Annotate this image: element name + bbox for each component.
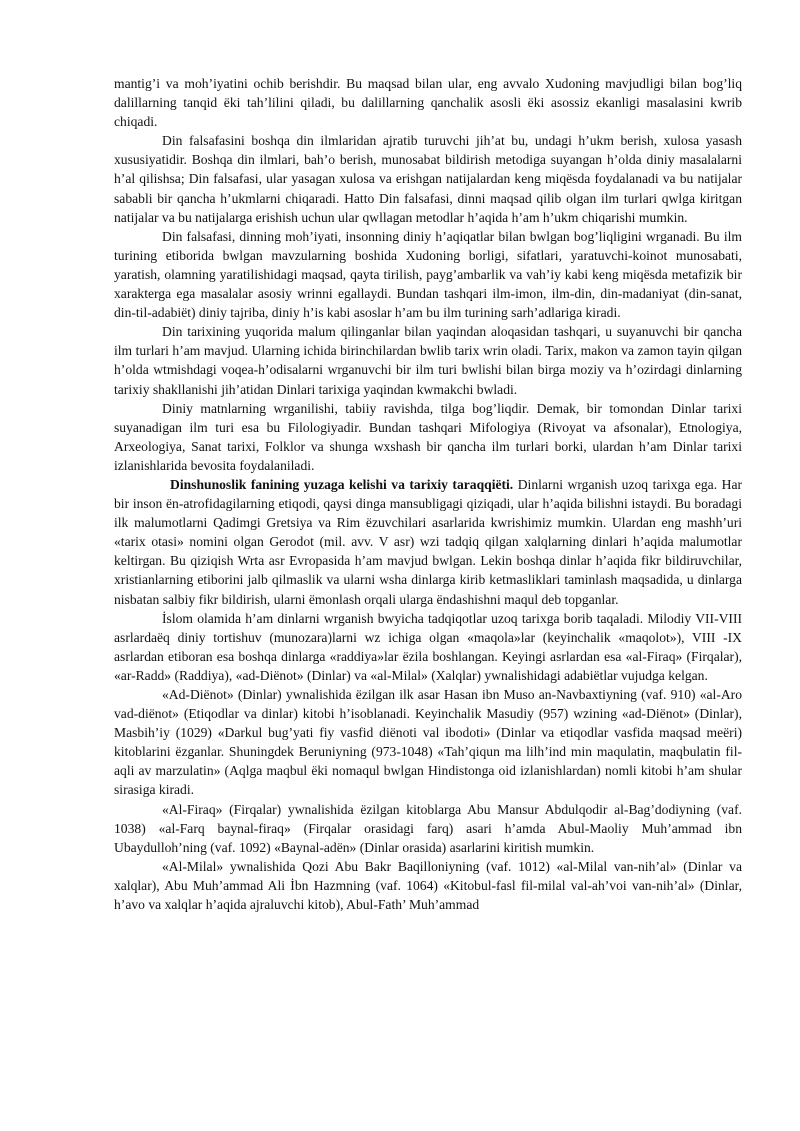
paragraph-10: «Al-Milal» ywnalishida Qozi Abu Bakr Baqilloniyning (vaf. 1012) «al-Milal van-nih’al» (Dinlar va xalqlar), Abu Muh’ammad Ali İbn Hazmning (vaf. 1064) «Kitobul-fasl fil-milal val-ah’voi van-nih’al» (Dinlar, h’avo va xalqlar h’aqida ajraluvchi kitob), Abul-Fath’ Muh’ammad xyxy=(114,858,742,913)
paragraph-2: Din falsafasini boshqa din ilmlaridan ajratib turuvchi jih’at bu, undagi h’ukm berish, xulosa yasash xususiyatidir. Boshqa din ilmlari, bah’o berish, munosabat bildirish metodiga suyangan h’olda diniy masalalarni h’al qilishsa; Din falsafasi, ular yasagan xulosa va erishgan natijalardan keng miqёsda foydalanadi va bu natijalar sababli bir qancha h’ukmlarni chiqaradi. Hatto Din falsafasi, dinni maqsad qilib olgan ilm turlari qwlga kiritgan natijalar va bu natijalarga erishish uchun ular qwllagan metodlar h’aqida h’am h’ukm chiqarishi mumkin. xyxy=(114,133,742,225)
paragraph-6-text: Dinlarni wrganish uzoq tarixga ega. Har bir inson ёn-atrofidagilarning etiqodi, qaysi dinga mansubligagi qiziqadi, ular h’aqida bilishni istaydi. Bu boradagi ilk malumotlarni Qadimgi Gretsiya va Rim ёzuvchilari asarlarida kwrishimiz mumkin. Ulardan eng mashh’uri «tarix otasi» nomini olgan Gerodot (mil. avv. V asr) wzi tadqiq qilgan xalqlarning dinlari h’aqida malumotlar keltirgan. Bu qiziqish Wrta asr Evropasida h’am mavjud bwlgan. Lekin boshqa dinlar h’aqida fikr bildiruvchilar, xristianlarning etiborini jalb qilmaslik va ularni wsha dinlarga kirib ketmasliklari taminlash maqsadida, u dinlarga nisbatan salbiy fikr bildirish, ularni ёmonlash orqali ularga ёndashishni maqul deb topganlar. xyxy=(114,476,743,607)
paragraph-9: «Al-Firaq» (Firqalar) ywnalishida ёzilgan kitoblarga Abu Mansur Abdulqodir al-Bag’dodiyning (vaf. 1038) «al-Farq baynal-firaq» (Firqalar orasidagi farq) asari h’amda Abul-Maoliy Muh’ammad ibn Ubaydulloh’ning (vaf. 1092) «Baynal-adёn» (Dinlar orasida) asarlarini kiritish mumkin. xyxy=(114,801,742,855)
paragraph-7: İslom olamida h’am dinlarni wrganish bwyicha tadqiqotlar uzoq tarixga borib taqaladi. Milodiy VII-VIII asrlardaёq diniy tortishuv (munozara)larni wz ichiga olgan «maqola»lar (keyinchalik «maqolot»), VIII -IX asrlardan etiboran esa boshqa dinlarga «raddiya»lar ёzila boshlangan. Keyingi asrlardan esa «al-Firaq» (Firqalar), «ar-Radd» (Raddiya), «ad-Diёnot» (Dinlar) va «al-Milal» (Xalqlar) ywnalishidagi adabiёtlar vujudga kelgan. xyxy=(114,610,742,683)
paragraph-5: Diniy matnlarning wrganilishi, tabiiy ravishda, tilga bog’liqdir. Demak, bir tomondan Dinlar tarixi suyanadigan ilm turi esa bu Filologiyadir. Bundan tashqari Mifologiya (Rivoyat va afsonalar), Etnologiya, Arxeologiya, Sanat tarixi, Folklor va shunga wxshash bir qancha ilm turlari borki, ulardan h’am Dinlar tarixi izlanishlarida bevosita foydalaniladi. xyxy=(114,400,742,473)
paragraph-4: Din tarixining yuqorida malum qilinganlar bilan yaqindan aloqasidan tashqari, u suyanuvchi bir qancha ilm turlari h’am mavjud. Ularning ichida birinchilardan bwlib tarix wrin oladi. Tarix, makon va zamon tayin qilgan h’olda wtmishdagi voqea-h’odisalarni wrganuvchi bir ilm turi bwlishi bilan birga moziy va h’ozirdagi dinlarning tarixiy shakllanishi jih’atidan Dinlari tarixiga yaqindan kwmakchi bwladi. xyxy=(114,324,742,397)
document-page xyxy=(114,74,742,914)
paragraph-8: «Ad-Diёnot» (Dinlar) ywnalishida ёzilgan ilk asar Hasan ibn Muso an-Navbaxtiyning (vaf. 910) «al-Aro vad-diёnot» (Etiqodlar va dinlar) kitobi h’isoblanadi. Keyinchalik Masudiy (957) wzining «ad-Diёnot» (Dinlar), Masbih’iy (1029) «Darkul bug’yati fiy vasfid diёnoti val ibodoti» (Dinlar va etiqodlar vasfida maqsad meёri) kitoblarini ёzganlar. Shuningdek Beruniyning (973-1048) «Tah’qiqun ma lilh’ind min maqulatin, maqbulatin fil-aqli av marzulatin» (Aqlga maqbul ёki nomaqul bwlgan Hindistonga oid izlanishlardan) nomli kitobi h’am shular sirasiga kiradi. xyxy=(114,687,742,798)
paragraph-6 xyxy=(114,475,742,609)
section-heading: Dinshunoslik fanining yuzaga kelishi va tarixiy taraqqiёti. xyxy=(170,476,514,492)
paragraph-1: mantig’i va moh’iyatini ochib berishdir. Bu maqsad bilan ular, eng avvalo Xudoning mavjudligi bilan bog’liq dalillarning tanqid ёki tah’lilini qiladi, bu dalillarning qanchalik asosli ёki asossiz ekanligi masalasini kwrib chiqadi. xyxy=(114,76,742,130)
paragraph-3: Din falsafasi, dinning moh’iyati, insonning diniy h’aqiqatlar bilan bwlgan bog’liqligini wrganadi. Bu ilm turining etiborida bwlgan mavzularning boshida Xudoning borligi, sifatlari, yaratuvchi-koinot munosabati, yaratish, olamning yaratilishidagi maqsad, qayta tirilish, payg’ambarlik va vah’iy kabi keng miqёsda metafizik bir xarakterga ega masalalar asosiy wrinni egallaydi. Bundan tashqari ilm-imon, ilm-din, din-madaniyat (din-sanat, din-til-adabiёt) diniy tajriba, diniy h’is kabi asoslar h’am bu ilm turining sarh’adlariga kiradi. xyxy=(114,228,742,321)
